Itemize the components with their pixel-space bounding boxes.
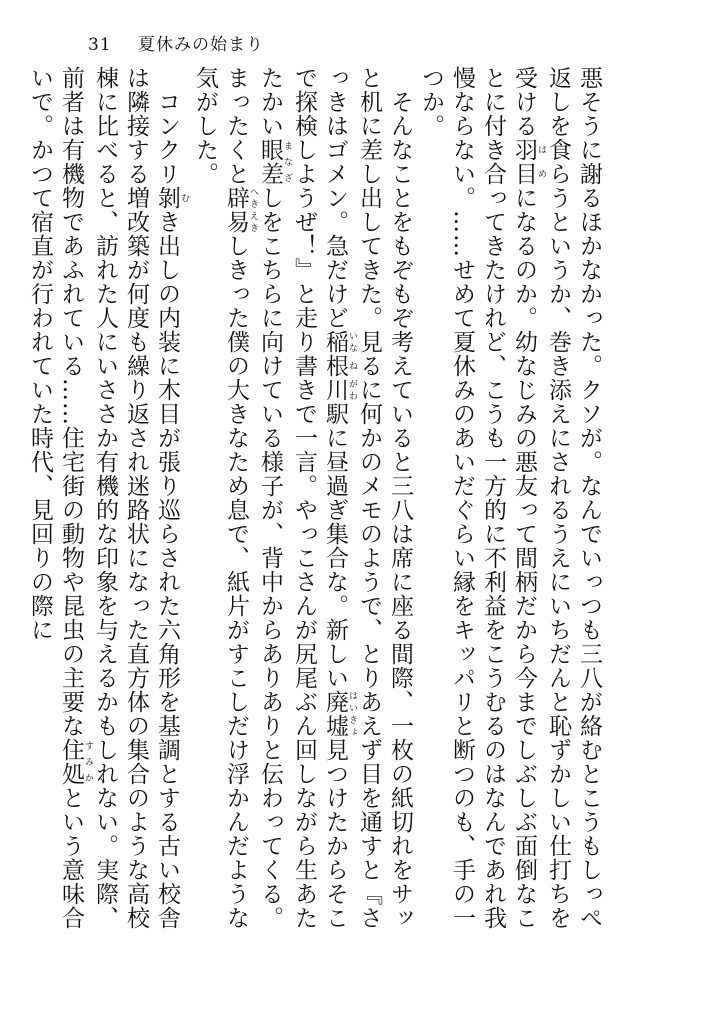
page-number: 31 <box>88 35 112 55</box>
ruby-annotation: 住処 すみか <box>58 738 93 786</box>
text-run: になるのか。幼なじみの悪友って間柄だから今までしぶしぶ面倒なことに付き合ってきたけれど、こうも一方的に不利益をこうむるのはなんであれ我慢ならない。……せめて夏休みのあいだぐらい縁をキッパリと断つのも、手の一つか。 <box>418 66 537 930</box>
paragraph-2 <box>189 66 415 946</box>
text-run: コンクリ <box>154 90 180 186</box>
ruby-reading: へきえき <box>248 186 258 234</box>
ruby-reading: まなざ <box>282 138 292 186</box>
paragraph-3 <box>24 66 189 946</box>
text-run: 駅に昼過ぎ集合な。新しい <box>322 402 348 690</box>
ruby-annotation: 稲 いな <box>322 330 357 354</box>
ruby-reading: すみか <box>83 738 93 786</box>
text-run: 悪そうに謝るほかなかった。クソが。なんでいっつも三八が絡むとこうもしっぺ返しを食らうというか、巻き添えにされるうえにいちだんと恥ずかしい仕打ちを受ける <box>511 66 602 930</box>
paragraph-1 <box>415 66 604 946</box>
text-run: き出しの内装に木目が張り巡らされた六角形を基調とする古い校舎は隣接する増改築が何度も繰り返され迷路状になった直方体の集合のような高校棟に比べると、訪れた人にいささか有機的な印象を与えるかもしれない。実際、前者は有機物であふれている……住宅街の動物や昆虫の主要な <box>58 66 180 930</box>
ruby-annotation: 根 ね <box>322 354 357 378</box>
ruby-reading: ね <box>347 354 357 378</box>
ruby-reading: む <box>179 186 189 210</box>
body-text <box>24 66 604 946</box>
text-run: しきった僕の大きなため息で、紙片がすこしだけ浮かんだような気がした。 <box>192 66 249 930</box>
chapter-title: 夏休みの始まり <box>138 35 265 55</box>
running-header <box>88 30 264 55</box>
ruby-annotation: 廃墟 はいきょ <box>322 690 357 738</box>
text-run: そんなことをもぞもぞ考えていると三八は席に座る間際、一枚の紙切れをサッと机に差し出してきた。見るに何かのメモのようで、とりあえず目を通すと『さっきはゴメン。急だけど <box>322 66 413 930</box>
ruby-annotation: 川 がわ <box>322 378 357 402</box>
ruby-reading: はいきょ <box>347 690 357 738</box>
ruby-reading: がわ <box>347 378 357 402</box>
ruby-annotation: 眼差 まなざ <box>257 138 292 186</box>
text-run: という意味合いで。かつて宿直が行われていた時代、見回りの際に <box>27 66 84 930</box>
ruby-annotation: 辟易 へきえき <box>223 186 258 234</box>
ruby-reading: はめ <box>536 138 546 186</box>
text-run: 見つけたからそこで探検しようぜ！』と走り書きで一言。やっこさんが尻尾ぶん回しながら生あたたかい <box>257 66 348 930</box>
ruby-reading: いな <box>347 330 357 354</box>
ruby-annotation: 剝 む <box>154 186 189 210</box>
text-run: しをこちらに向けている様子が、背中からありありと伝わってくる。まったくと <box>223 66 283 930</box>
ruby-annotation: 羽目 はめ <box>511 138 546 186</box>
